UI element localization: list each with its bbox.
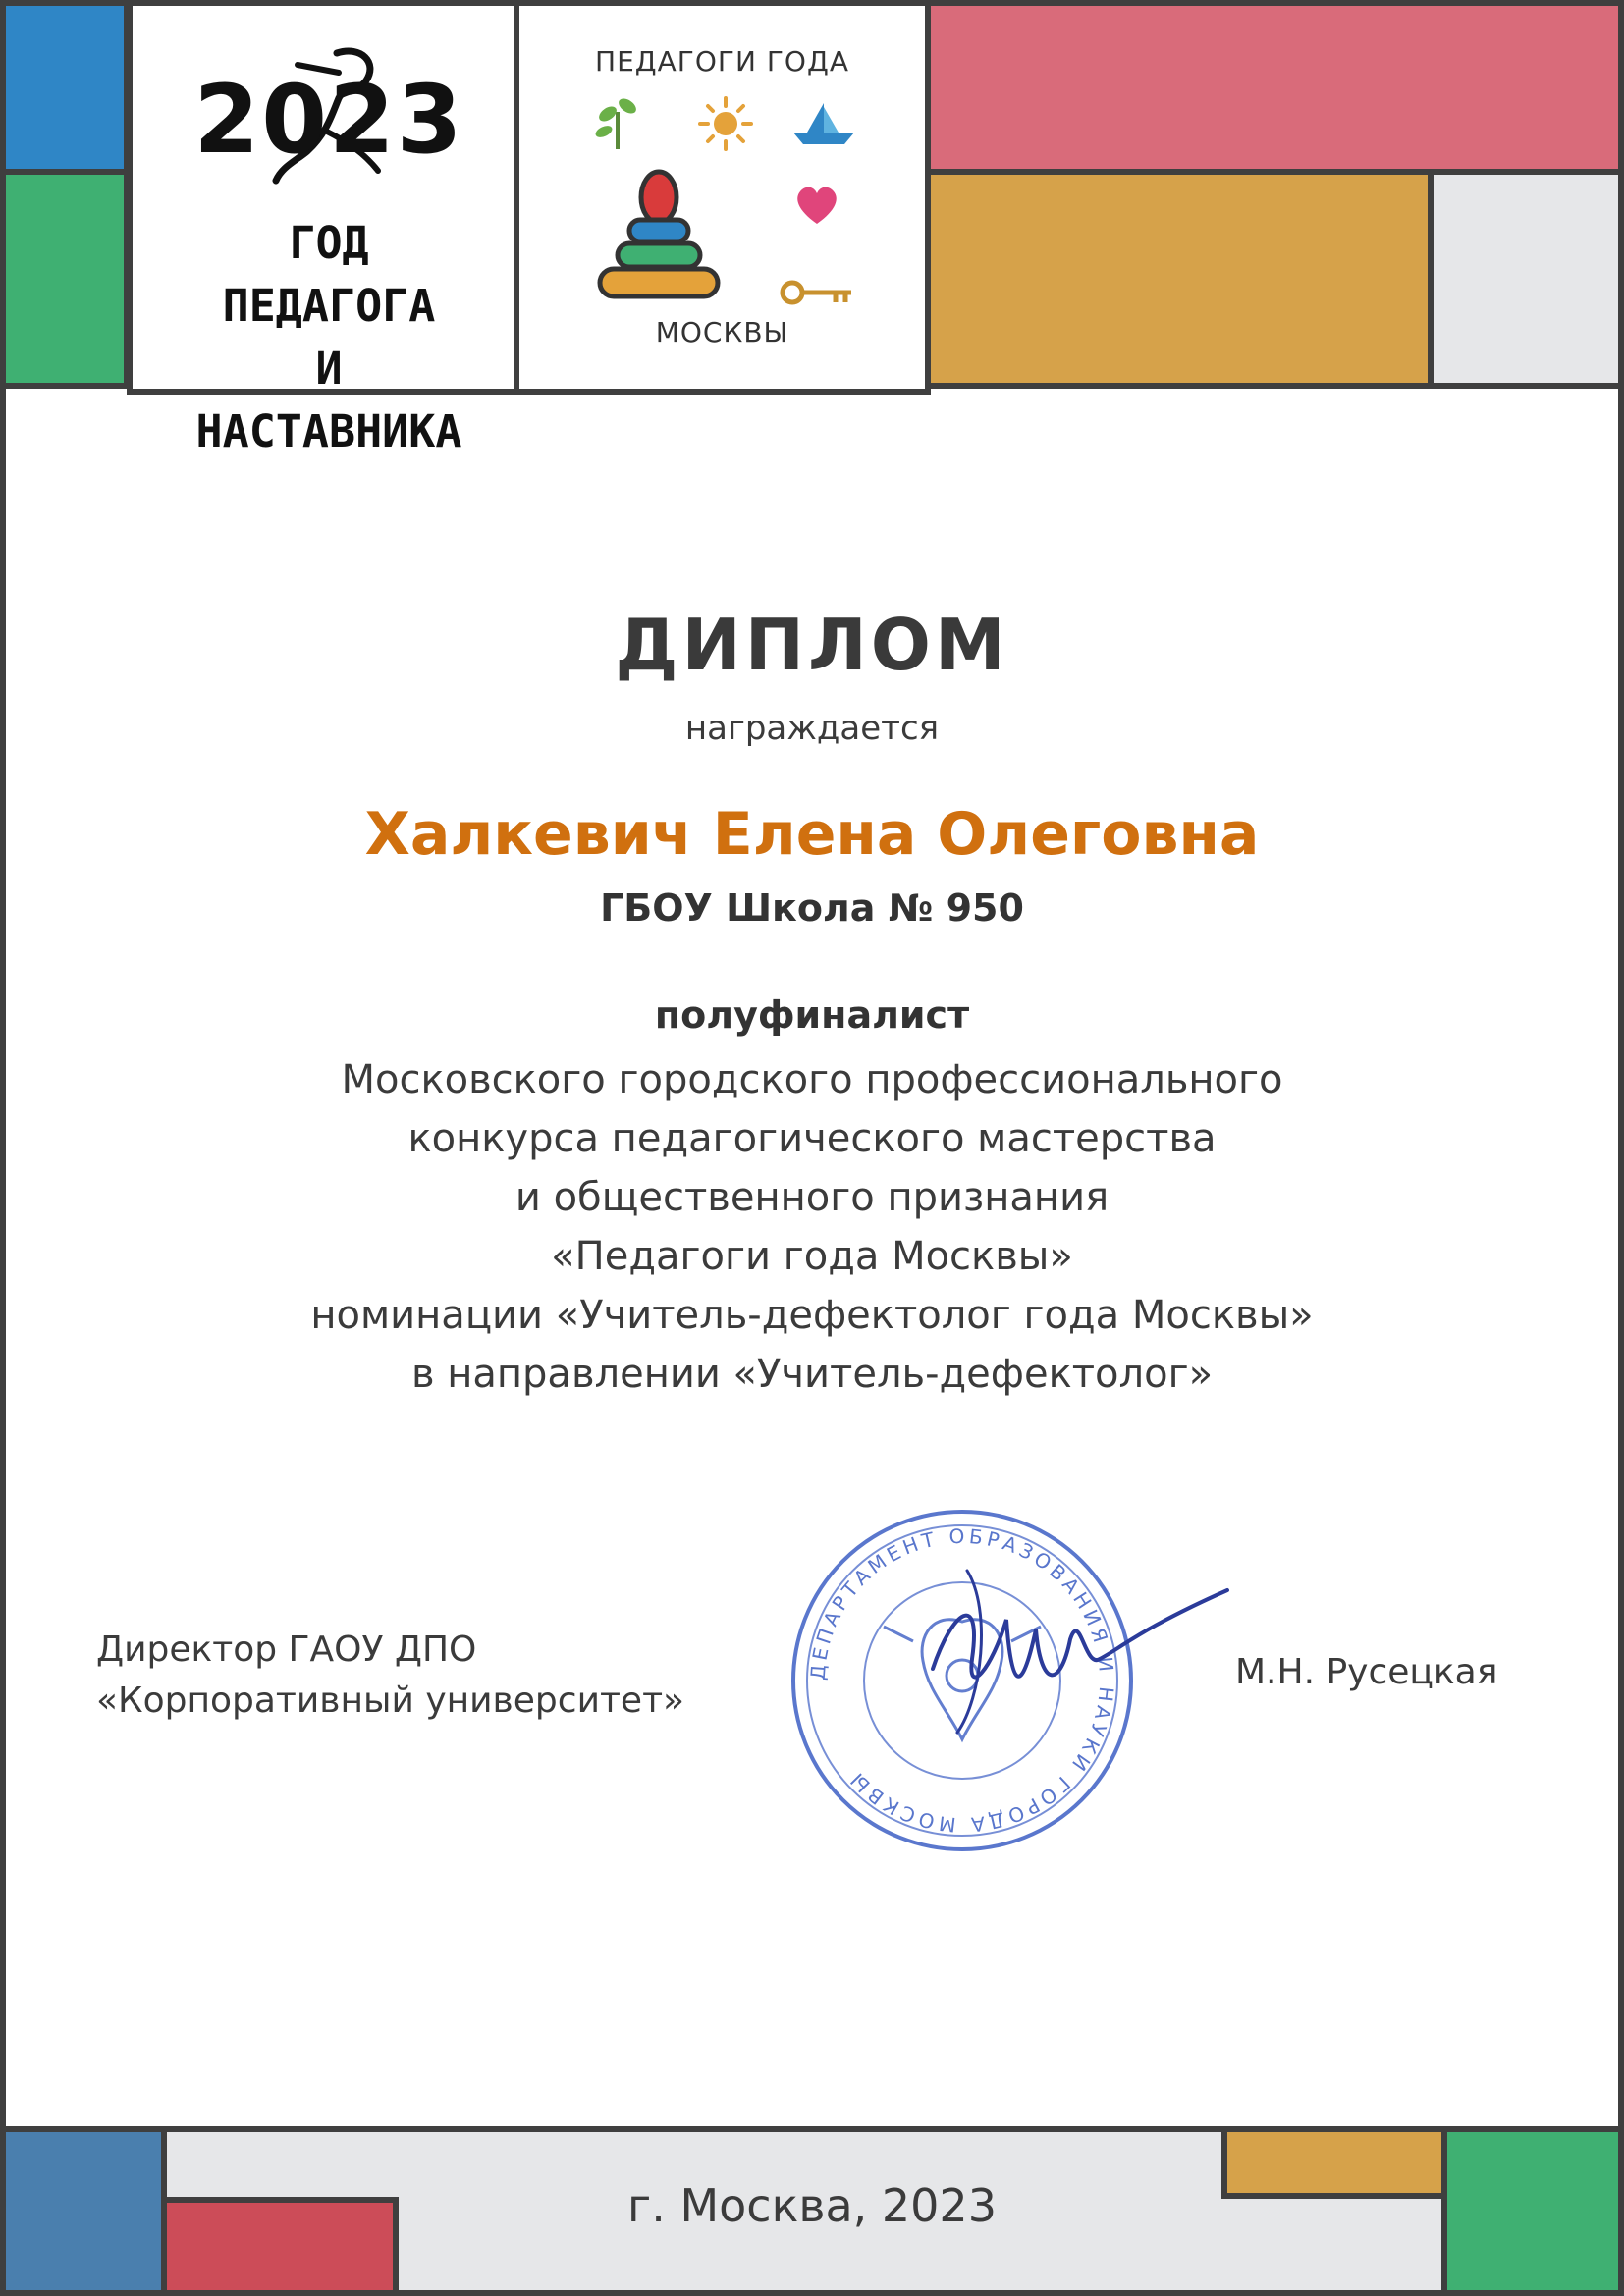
logo-contest-bottom: МОСКВЫ (655, 316, 789, 348)
signer-position: Директор ГАОУ ДПО «Корпоративный университет» (96, 1629, 685, 1721)
paper-boat-icon (789, 99, 858, 148)
top-gold-block (925, 175, 1434, 389)
logo-year-caption: ГОД ПЕДАГОГА И НАСТАВНИКА (195, 217, 462, 457)
key-icon (779, 273, 857, 312)
diploma-title: ДИПЛОМ (615, 604, 1009, 686)
signer-name: М.Н. Русецкая (1235, 1652, 1498, 1692)
pyramid-toy-icon (590, 163, 728, 320)
recipient-name: Халкевич Елена Олеговна (364, 800, 1260, 869)
top-blue-block (6, 6, 130, 175)
award-status: полуфиналист (654, 993, 970, 1037)
award-description (0, 1050, 1624, 1404)
awarded-text: награждается (684, 709, 940, 748)
heart-icon (792, 183, 841, 228)
sprout-icon (588, 92, 647, 151)
description-line: конкурса педагогического мастерства (407, 1116, 1217, 1161)
logo-contest-top: ПЕДАГОГИ ГОДА (595, 45, 849, 78)
svg-text:ДЕПАРТАМЕНТ ОБРАЗОВАНИЯ И НАУК: ДЕПАРТАМЕНТ ОБРАЗОВАНИЯ И НАУКИ ГОРОДА МОСКВЫ (805, 1523, 1119, 1838)
description-line: номинации «Учитель-дефектолог года Москвы» (310, 1293, 1314, 1338)
description-line: Московского городского профессионального (341, 1057, 1283, 1102)
top-green-block (6, 175, 130, 389)
logo-year-of-teacher (127, 0, 519, 457)
description-line: в направлении «Учитель-дефектолог» (410, 1352, 1214, 1397)
recipient-school: ГБОУ Школа № 950 (600, 886, 1024, 930)
place-and-year: г. Москва, 2023 (627, 2179, 997, 2232)
logo-year: 2023 (193, 65, 464, 175)
logo-teachers-of-year (514, 0, 931, 395)
handwritten-signature (913, 1551, 1247, 1737)
description-line: «Педагоги года Москвы» (551, 1234, 1073, 1279)
description-line: и общественного признания (514, 1175, 1110, 1220)
top-pink-block (925, 6, 1618, 175)
top-gray-block (1434, 175, 1618, 389)
sun-icon (696, 94, 755, 153)
